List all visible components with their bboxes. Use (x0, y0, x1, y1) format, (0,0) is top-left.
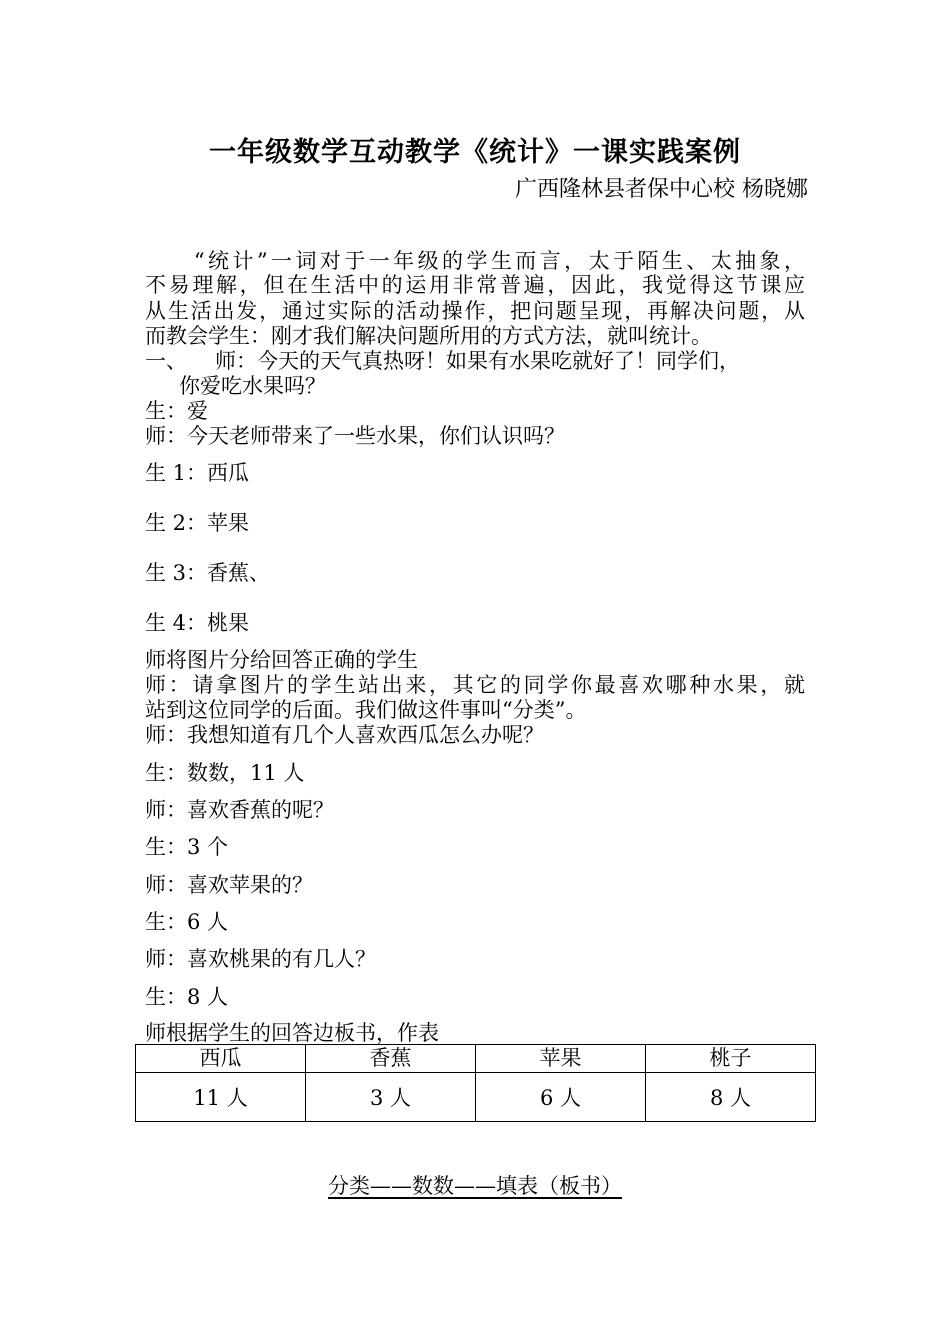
dialogue-line: 师根据学生的回答边板书，作表 (145, 1021, 439, 1045)
intro-line: 而教会学生：刚才我们解决问题所用的方式方法，就叫统计。 (145, 324, 712, 348)
dialogue-line: 师：请拿图片的学生站出来，其它的同学你最喜欢哪种水果，就 (145, 673, 805, 697)
table-cell: 3 人 (306, 1073, 476, 1122)
intro-line: 从生活出发，通过实际的活动操作，把问题呈现，再解决问题，从 (145, 299, 805, 323)
table-header-row (136, 1045, 816, 1073)
dialogue-line: 站到这位同学的后面。我们做这件事叫“分类”。 (145, 698, 587, 722)
table-header-cell: 香蕉 (306, 1045, 476, 1073)
intro-line: 不易理解，但在生活中的运用非常普遍，因此，我觉得这节课应 (145, 273, 805, 297)
dialogue-line: 生 2：苹果 (145, 511, 250, 535)
board-note-text: 分类——数数——填表（板书） (328, 1174, 622, 1198)
dialogue-line: 生：3 个 (145, 835, 229, 859)
table-cell: 8 人 (646, 1073, 816, 1122)
section-line: 你爱吃水果吗？ (179, 374, 326, 398)
dialogue-line: 生 3：香蕉、 (145, 561, 271, 585)
intro-line: “统计”一词对于一年级的学生而言，太于陌生、太抽象， (145, 249, 805, 273)
dialogue-line: 师：我想知道有几个人喜欢西瓜怎么办呢？ (145, 723, 544, 747)
dialogue-line: 生：爱 (145, 399, 208, 423)
author-line: 广西隆林县者保中心校 杨晓娜 (515, 177, 808, 202)
section-line: 师：今天的天气真热呀！如果有水果吃就好了！同学们， (215, 349, 740, 373)
table-header-cell: 西瓜 (136, 1045, 306, 1073)
dialogue-line: 师：今天老师带来了一些水果，你们认识吗？ (145, 424, 565, 448)
section-number: 一、 (145, 349, 187, 373)
table-cell: 6 人 (476, 1073, 646, 1122)
dialogue-line: 生：数数，11 人 (145, 761, 305, 785)
document-body (145, 0, 815, 1344)
board-note (0, 1170, 950, 1200)
dialogue-line: 师：喜欢桃果的有几人？ (145, 947, 376, 971)
table-header-cell: 苹果 (476, 1045, 646, 1073)
fruit-tally-table (135, 1044, 816, 1122)
table-row (136, 1073, 816, 1122)
dialogue-line: 生 1：西瓜 (145, 461, 250, 485)
dialogue-line: 师：喜欢香蕉的呢？ (145, 798, 334, 822)
dialogue-line: 生：8 人 (145, 985, 229, 1009)
dialogue-line: 师将图片分给回答正确的学生 (145, 648, 418, 672)
dialogue-line: 师：喜欢苹果的？ (145, 873, 313, 897)
dialogue-line: 生：6 人 (145, 910, 229, 934)
table-cell: 11 人 (136, 1073, 306, 1122)
table-header-cell: 桃子 (646, 1045, 816, 1073)
document-title: 一年级数学互动教学《统计》一课实践案例 (209, 137, 741, 168)
dialogue-line: 生 4：桃果 (145, 611, 250, 635)
